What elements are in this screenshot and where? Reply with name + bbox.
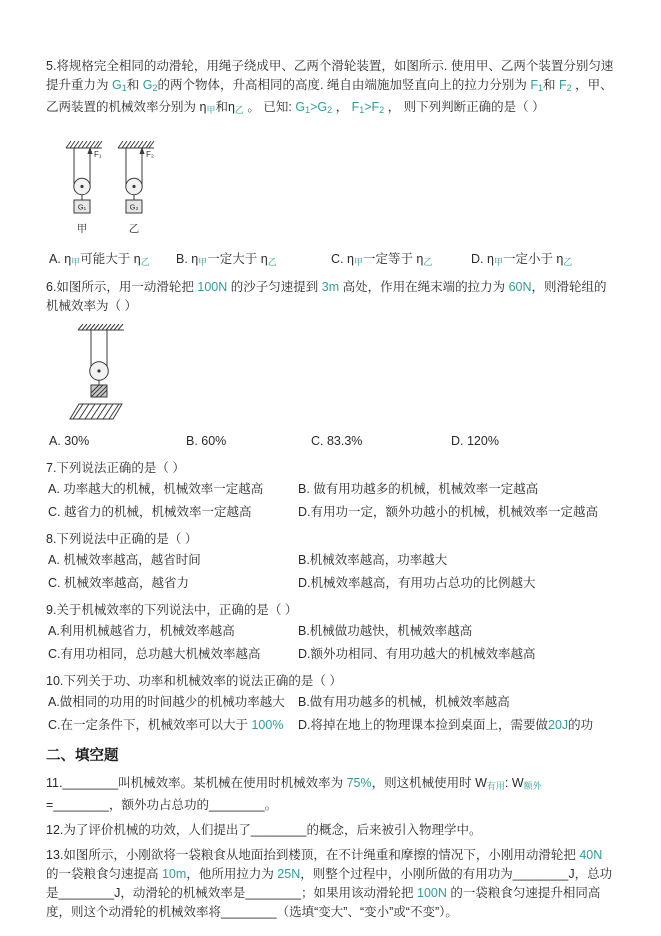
q9-option-b: B.机械做功越快，机械效率越高 [298, 624, 473, 638]
question-5-figure [52, 134, 617, 244]
question-8-options [48, 551, 617, 593]
force-label-jia: F₁ [94, 150, 102, 159]
question-7-options [48, 480, 617, 522]
weight-label-yi: G₂ [129, 202, 139, 212]
pulley-diagram-q6 [62, 320, 172, 420]
q9-option-d: D.额外功相同、有用功越大的机械效率越高 [298, 647, 536, 661]
q5-option-d: D. $\eta_甲$一定小于 $\eta_乙$ [471, 252, 573, 267]
q5-option-a: A. $\eta_甲$可能大于 $\eta_乙$ [49, 252, 150, 267]
q8-option-d: D.机械效率越高，有用功占总功的比例越大 [298, 576, 536, 590]
question-7-stem: 7.下列说法正确的是（ ） [46, 461, 185, 475]
q9-option-a: A.利用机械越省力，机械效率越高 [48, 624, 235, 638]
q7-option-d: D.有用功一定，额外功越小的机械，机械效率一定越高 [298, 505, 599, 519]
q10-option-b: B.做有用功越多的机械，机械效率越高 [298, 695, 510, 709]
ceiling-hatch-jia [66, 141, 102, 148]
sand-bag-q6 [91, 385, 107, 397]
question-10-stem: 10.下列关于功、功率和机械效率的说法正确的是（ ） [46, 674, 342, 688]
q7-option-a: A. 功率越大的机械，机械效率一定越高 [48, 482, 264, 496]
question-6-options [49, 432, 617, 451]
question-6-figure [62, 320, 617, 426]
section-2-heading: 二、填空题 [46, 748, 119, 764]
question-13-text: 13.如图所示，小刚欲将一袋粮食从地面抬到楼顶，在不计绳重和摩擦的情况下，小刚用动滑轮把 40N 的一袋粮食匀速提高 10m，他所用拉力为 25N，则整个过程中，小刚所做的有用功为________J，总功是________J，动滑轮的机械效率是________；如果用该动滑轮把 100N 的一袋粮食匀速提升相同高度，则这个动滑轮的机械效率将________（选填“变大”、“变小”或“不变”）。 [46, 848, 613, 919]
q8-option-a: A. 机械效率越高，越省时间 [48, 553, 201, 567]
question-12-text: 12.为了评价机械的功效，人们提出了________的概念，后来被引入物理学中。 [46, 823, 482, 837]
question-8-stem: 8.下列说法中正确的是（ ） [46, 532, 198, 546]
weight-label-jia: G₁ [77, 202, 87, 212]
question-6-text: 6.如图所示，用一动滑轮把 100N 的沙子匀速提到 3m 高处，作用在绳末端的拉力为 60N，则滑轮组的机械效率为（ ） [46, 280, 607, 313]
q8-option-c: C. 机械效率越高，越省力 [48, 576, 189, 590]
ceiling-hatch-q6 [78, 324, 124, 330]
q6-option-d: D. 120% [451, 434, 499, 448]
q10-option-a: A.做相同的功用的时间越少的机械功率越大 [48, 695, 285, 709]
q6-option-b: B. 60% [186, 434, 227, 448]
q8-option-b: B.机械效率越高，功率越大 [298, 553, 448, 567]
question-10-options [48, 693, 617, 735]
q7-option-c: C. 越省力的机械，机械效率一定越高 [48, 505, 252, 519]
q7-option-b: B. 做有用功越多的机械，机械效率一定越高 [298, 482, 539, 496]
question-5-options [49, 250, 617, 272]
q5-option-b: B. $\eta_甲$一定大于 $\eta_乙$ [176, 252, 277, 267]
ground-hatch-q6 [70, 404, 122, 419]
q10-option-c: C.在一定条件下，机械效率可以大于 100% [48, 718, 284, 732]
q6-option-c: C. 83.3% [311, 434, 363, 448]
q10-option-d: D.将掉在地上的物理课本捡到桌面上，需要做20J的功 [298, 718, 594, 732]
question-11-text: 11.________叫机械效率。某机械在使用时机械效率为 75%，则这机械使用时 $W_{有用}$: $W_{额外}=\_\_\_\_\_\_\_\_$，额外功占总功的________。 [46, 776, 542, 812]
system-label-yi: 乙 [128, 223, 140, 235]
question-9-stem: 9.关于机械效率的下列说法中，正确的是（ ） [46, 603, 298, 617]
ceiling-hatch-yi [118, 141, 154, 148]
force-label-yi: F₂ [146, 150, 154, 159]
system-label-jia: 甲 [76, 223, 88, 235]
q6-option-a: A. 30% [49, 434, 90, 448]
pulley-diagram-q5 [52, 134, 222, 238]
q5-option-c: C. $\eta_甲$一定等于 $\eta_乙$ [331, 252, 433, 267]
q9-option-c: C.有用功相同，总功越大机械效率越高 [48, 647, 261, 661]
question-9-options [48, 622, 617, 664]
question-5-text: 5.将规格完全相同的动滑轮，用绳子绕成甲、乙两个滑轮装置，如图所示. 使用甲、乙两个装置分别匀速提升重力为 $G_1$和 $G_2$的两个物体，升高相同的高度. 绳自由端施加竖直向上的拉力分别为 $F_1$和 $F_2$ ，甲、乙两装置的机械效率分别为 $\eta_甲$和$\eta_乙$ 。 已知: $G_1>G_2$ ， $F_1>F_2$ ， 则下列判断正确的是（ ） [46, 59, 614, 115]
